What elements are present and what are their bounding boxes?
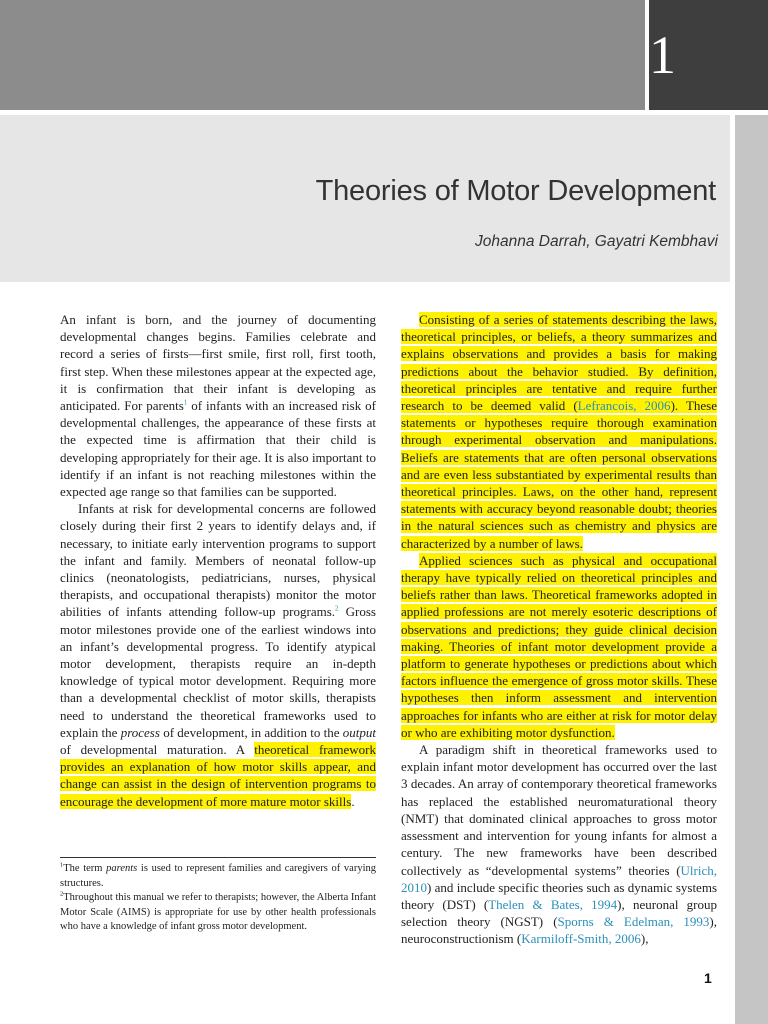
right-paragraph-3 (401, 741, 717, 947)
highlighted-text[interactable]: Consisting of a series of statements describing the laws, theoretical principles, or beliefs, a theory summarizes and explains observations and provides a basis for making predictions about the behavior studied. By definition, theoretical principles are tentative and require further research to be deemed valid ( (401, 312, 717, 414)
left-paragraph-2 (60, 500, 376, 810)
text-run: Throughout this manual we refer to therapists; however, the Alberta Infant Motor Scale (AIMS) is appropriate for use by other health professionals who have a knowledge of infant gross motor development. (60, 892, 376, 932)
footnote-ref[interactable]: 2 (335, 605, 339, 614)
chapter-number: 1 (649, 25, 676, 85)
text-run: of developmental maturation. A (60, 742, 255, 758)
right-column (401, 311, 717, 948)
highlighted-text[interactable]: Applied sciences such as physical and occupational therapy have typically relied on theoretical principles and beliefs rather than laws. Theoretical frameworks adopted in applied professions are not merely esoteric descriptions of observations and predictions; they guide clinical decision making. Theories of infant motor development provide a platform to generate hypotheses or predictions about which factors influence the emergence of gross motor skills. These hypotheses then inform assessment and intervention approaches for infants who are either at risk for motor delay or who are exhibiting motor dysfunction. (401, 552, 717, 740)
text-run: ), (640, 931, 649, 947)
text-run: The term (63, 863, 107, 874)
page-number: 1 (704, 970, 712, 986)
text-run: ) and include specific theories such as dynamic systems theory (DST) ( (401, 879, 717, 912)
side-strip (735, 115, 768, 1024)
text-run: is used to represent families and caregivers of varying structures. (60, 863, 376, 889)
citation-link[interactable]: Lefrancois, 2006 (577, 398, 671, 414)
text-run: ), neuronal group selection theory (NGST) ( (401, 896, 717, 930)
footnote-marker: 2 (60, 890, 64, 898)
footnote-marker: 1 (60, 861, 64, 869)
footnote-2 (60, 891, 376, 935)
citation-link[interactable]: Ulrich, 2010 (401, 862, 717, 895)
emphasis: output (342, 724, 376, 740)
text-run: of development, in addition to the (159, 724, 343, 740)
chapter-title: Theories of Motor Development (315, 175, 716, 207)
text-run: ), neuroconstructionism ( (401, 914, 717, 947)
header-gray-bar (0, 0, 645, 110)
text-run: An infant is born, and the journey of documenting developmental changes begins. Families celebrate and record a series of firsts—first smile, first roll, first tooth, first step. When these milestones appear at the expected age, it is confirmation that their infant is developing as anticipated. For parents (60, 312, 376, 414)
text-run: . (351, 793, 355, 809)
text-run: of infants with an increased risk of developmental challenges, the appearance of these firsts at the expected time is affirmation that their child is developing appropriately for their age. It is also important to identify if an infant is not reaching milestones within the expected age range so that families can be supported. (60, 398, 376, 500)
citation-link[interactable]: Thelen & Bates, 1994 (488, 896, 618, 912)
left-paragraph-1 (60, 311, 376, 500)
chapter-authors: Johanna Darrah, Gayatri Kembhavi (475, 233, 718, 250)
right-paragraph-2 (401, 552, 717, 741)
left-column (60, 311, 376, 810)
highlighted-text[interactable]: theoretical framework provides an explanation of how motor skills appear, and change can assist in the design of intervention programs to encourage the development of more mature motor skills (60, 742, 376, 809)
footnotes (60, 862, 376, 935)
citation-link[interactable]: Sporns & Edelman, 1993 (557, 914, 710, 930)
highlighted-text[interactable]: ). These statements or hypotheses require thorough examination through experimental observation and manipulations. Beliefs are statements that are often personal observations and are even less substantiated by experimental results than theoretical principles. Laws, on the other hand, represent statements with accuracy beyond reasonable doubt; theories in the natural sciences such as chemistry and physics are characterized by a number of laws. (401, 398, 717, 551)
footnote-divider (60, 857, 376, 858)
right-paragraph-1 (401, 311, 717, 552)
text-run: Infants at risk for developmental concerns are followed closely during their first 2 years to identify delays and, if necessary, to initiate early intervention programs to support the infant and family. Members of neonatal follow-up clinics (neonatologists, pediatricians, nurses, physical therapists, and occupational therapists) monitor the motor abilities of infants attending follow-up programs. (60, 501, 376, 620)
footnote-ref[interactable]: 1 (183, 398, 188, 407)
text-run: A paradigm shift in theoretical frameworks used to explain infant motor development has occurred over the last 3 decades. An array of contemporary theoretical frameworks has replaced the established neuromaturational theory (NMT) that dominated clinical approaches to gross motor assessment and intervention for young infants for almost a century. The new frameworks have been described collectively as “developmental systems” theories ( (401, 742, 717, 878)
citation-link[interactable]: Karmiloff-Smith, 2006 (521, 931, 641, 947)
text-run: Gross motor milestones provide one of the earliest windows into an infant’s developmental progress. To identify atypical motor development, therapists require an in-depth knowledge of typical motor development. Requiring more than a developmental checklist of motor skills, therapists need to understand the theoretical frameworks used to explain the (60, 604, 376, 740)
emphasis: process (120, 724, 160, 740)
emphasis: parents (106, 863, 138, 874)
footnote-1 (60, 862, 376, 891)
